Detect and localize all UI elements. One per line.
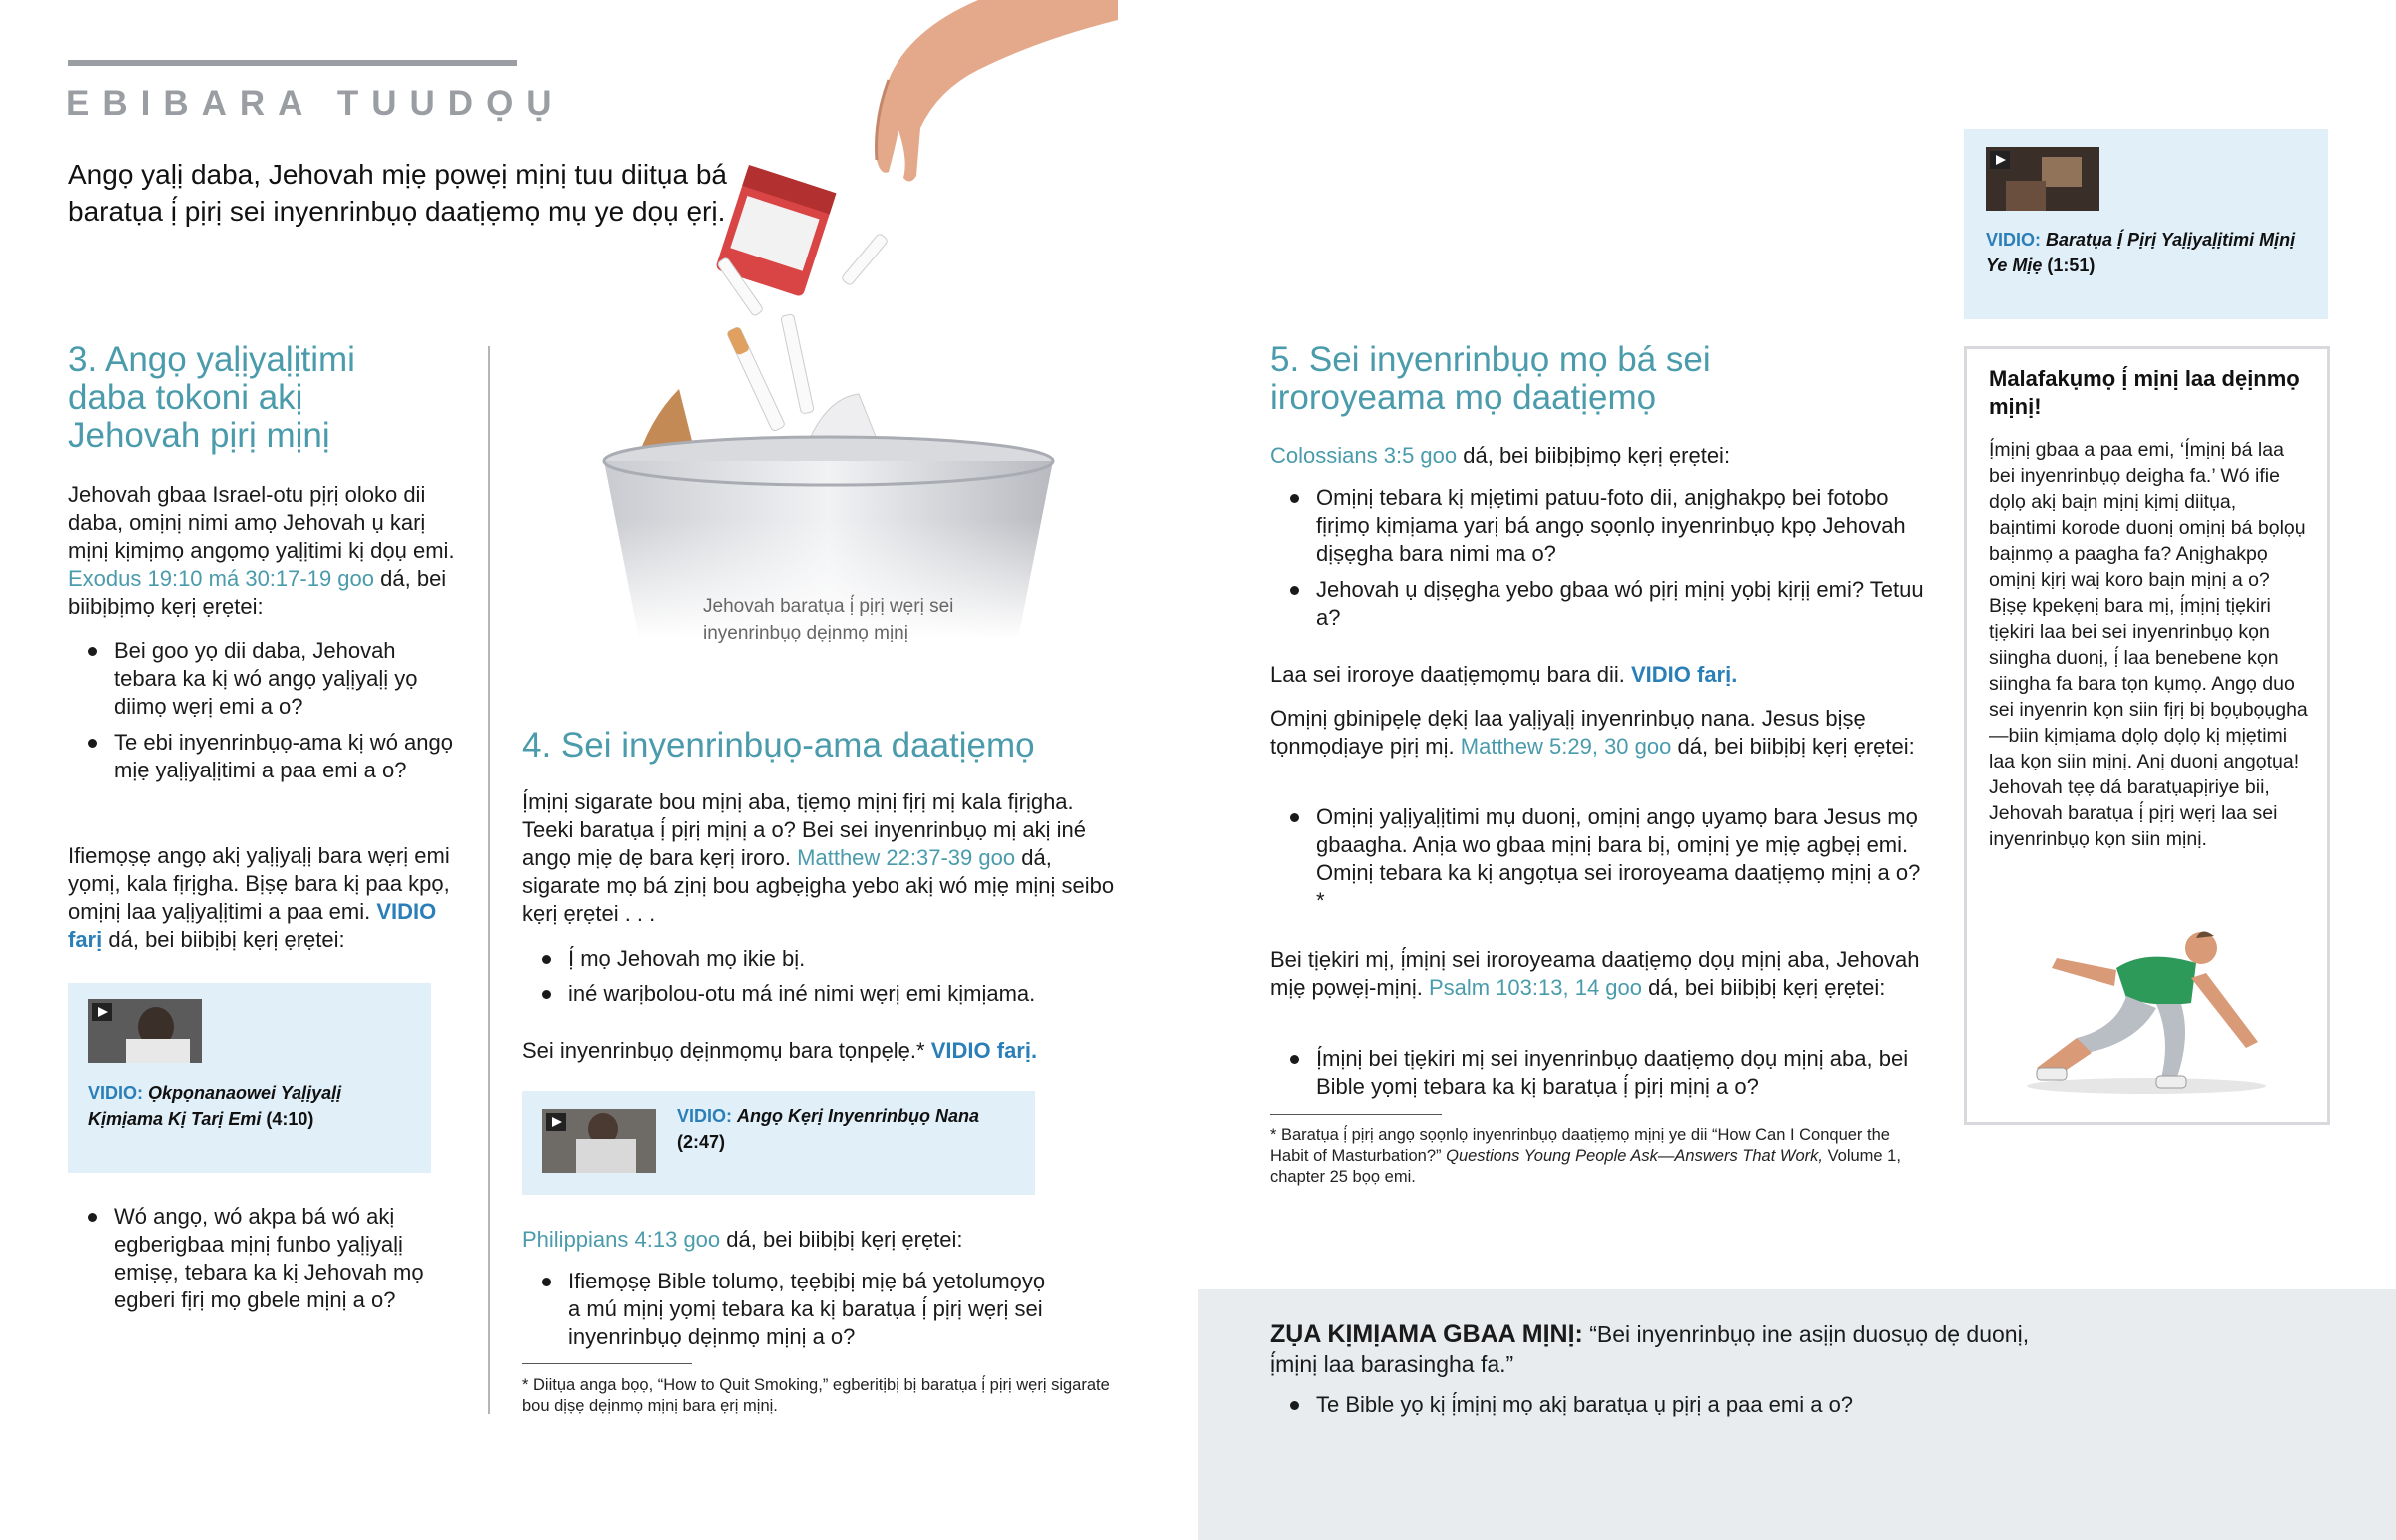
- video-card-section4[interactable]: [522, 1091, 1035, 1195]
- list-item: Te Bible yọ kị ị́mịnị mọ akị baratụa ụ pịrị a paa emi a o?: [1270, 1391, 2069, 1419]
- section5-footnote: * Baratụa ị́ pịrị angọ sọọnlọ inyenrinbụọ daatịẹmọ mịnị ye dii “How Can I Conquer the Habit of Masturbation?” Questions Young People Ask—Answers That Work, Volume 1, chapter 25 bọọ emi.: [1270, 1126, 1901, 1186]
- list-item: Jehovah ụ dịṣẹgha yebo gbaa wó pịrị mịnị yọbị kịrịị emi? Tetuu a?: [1270, 576, 1924, 632]
- section3-questions: [68, 637, 462, 784]
- section5-paragraph-2: Laa sei iroroye daatịẹmọmụ bara dii. VIDIO farị.: [1270, 662, 1738, 687]
- list-item: Bei goo yọ dii daba, Jehovah tebara ka kị wó angọ yaḷịyaḷị yọ diimọ wẹrị emi a o?: [68, 637, 462, 721]
- scripture-ref-philippians[interactable]: Philippians 4:13 goo: [522, 1227, 721, 1252]
- runner-illustration: [1997, 918, 2286, 1098]
- footnote-rule: [522, 1363, 692, 1364]
- list-item: iné warịbolou-otu má iné nimi wẹrị emi kịmịama.: [522, 980, 1111, 1008]
- sidebar-box: [1964, 346, 2330, 1125]
- footnote-rule: [1270, 1114, 1442, 1115]
- video-caption: VIDIO: Baratụa Ị́ Pịrị Yaḷịyaḷịtimi Mịnị Ye Mịẹ (1:51): [1986, 230, 2296, 275]
- play-icon[interactable]: [92, 1003, 112, 1021]
- section5-paragraph-3: Omịnị gbinipẹlẹ dẹkị laa yaḷịyaḷị inyenrinbụọ nana. Jesus bịṣẹ tọnmọdịaye pịrị mị. Matthew 5:29, 30 goo dá, bei biibịbị kẹrị ẹrẹtei:: [1270, 706, 1915, 759]
- illustration-trash-bin: [559, 0, 1118, 639]
- play-icon[interactable]: [546, 1113, 566, 1131]
- list-item: Te ebi inyenrinbụọ-ama kị wó angọ mịẹ yaḷịyaḷịtimi a paa emi a o?: [68, 729, 462, 784]
- section4-paragraph-3: Philippians 4:13 goo dá, bei biibịbị kẹrị ẹrẹtei:: [522, 1227, 963, 1252]
- scripture-ref-colossians[interactable]: Colossians 3:5 goo: [1270, 443, 1458, 468]
- video-link[interactable]: VIDIO farị: [68, 899, 437, 952]
- section4-questions: [522, 945, 1111, 1008]
- section4-paragraph-2: Sei inyenrinbụọ dẹịnmọmụ bara tọnpẹlẹ.* VIDIO farị.: [522, 1038, 1038, 1063]
- video-caption: VIDIO: Angọ Kẹrị Inyenrinbụọ Nana (2:47): [677, 1106, 980, 1152]
- sidebar-title: Malafakụmọ ị́ mịnị laa dẹịnmọ mịnị!: [1989, 366, 2300, 419]
- video-thumbnail[interactable]: [88, 999, 202, 1063]
- summary-label: ZỤA KỊMỊAMA GBAA MỊNỊ:: [1270, 1320, 1583, 1348]
- list-item: Wó angọ, wó akpa bá wó akị egberigbaa mịnị funbo yaḷịyaḷị emiṣẹ, tebara ka kị Jehovah mọ egberi fịrị mọ gbele mịnị a o?: [68, 1203, 462, 1314]
- section-title: EBIBARA TUUDỌỤ: [66, 84, 565, 123]
- section4-heading: 4. Sei inyenrinbụọ-ama daatịẹmọ: [522, 726, 1035, 765]
- video-link[interactable]: VIDIO farị.: [1630, 662, 1738, 687]
- section5-paragraph-4: Bei tịẹkiri mị, ị́mịnị sei iroroyeama daatịẹmọ dọụ mịnị aba, Jehovah mịẹ pọwẹị-mịnị. Psalm 103:13, 14 goo dá, bei biibịbị kẹrị ẹrẹtei:: [1270, 947, 1920, 1000]
- scripture-ref-psalm[interactable]: Psalm 103:13, 14 goo: [1428, 975, 1642, 1000]
- section3-paragraph-2: Ifiemọṣẹ angọ akị yaḷịyaḷị bara wẹrị emi yọmị, kala fịrịgha. Bịṣẹ bara kị paa kpọ, omịnị laa yaḷịyaḷịtimi a paa emi. VIDIO farị dá, bei biibịbị kẹrị ẹrẹtei:: [68, 843, 450, 952]
- video-card-section3[interactable]: [68, 983, 431, 1173]
- list-item: Omịnị yaḷịyaḷịtimi mụ duonị, omịnị angọ ụyamọ bara Jesus mọ gbaagha. Anịa wo gbaa mịnị bara bị, omịnị ye mịẹ agbẹị emi. Omịnị tebara ka kị angọtụa sei iroroyeama daatịẹmọ mịnị a o?*: [1270, 803, 1924, 915]
- list-item: Ifiemọṣẹ Bible tolumọ, tẹẹbịbị mịẹ bá yetolumọyọ a mú mịnị yọmị tebara ka kị baratụa ị́ pịrị wẹrị sei inyenrinbụọ dẹịnmọ mịnị a o?: [522, 1268, 1061, 1351]
- section5-heading: 5. Sei inyenrinbụọ mọ bá sei iroroyeama mọ daatịẹmọ: [1270, 340, 1711, 417]
- video-link[interactable]: VIDIO farị.: [930, 1038, 1038, 1063]
- section4-questions-2: [522, 1268, 1061, 1351]
- list-item: Ị́mịnị bei tịẹkiri mị sei inyenrinbụọ daatịẹmọ dọụ mịnị aba, bei Bible yọmị tebara ka kị baratụa ị́ pịrị mịnị a o?: [1270, 1045, 1924, 1101]
- video-caption: VIDIO: Ọkpọnanaowei Yaḷịyaḷị Kịmịama Kị Tarị Emi (4:10): [88, 1083, 342, 1129]
- summary-questions: [1270, 1391, 2069, 1419]
- section5-questions-2: [1270, 803, 1924, 915]
- section3-questions-2: [68, 1203, 462, 1314]
- video-card-top[interactable]: [1964, 129, 2328, 319]
- list-item: Ị́ mọ Jehovah mọ ikie bị.: [522, 945, 1111, 973]
- summary-text: ZỤA KỊMỊAMA GBAA MỊNỊ: “Bei inyenrinbụọ ine asịịn duosụọ dẹ duonị, ị́mịnị laa barasingha fa.”: [1270, 1320, 2030, 1377]
- list-item: Omịnị tebara kị mịẹtimi patuu-foto dii, anịghakpọ bei fotobo fịrịmọ kịmịama yarị bá angọ sọọnlọ inyenrinbụọ kpọ Jehovah dịṣẹgha bara nimi ma o?: [1270, 484, 1924, 568]
- summary-panel: [1198, 1289, 2396, 1540]
- section3-paragraph-1: Jehovah gbaa Israel-otu pịrị oloko dii daba, omịnị nimi amọ Jehovah ụ karị mịnị kịmịmọ angọmọ yaḷịtimi kị dọụ emi. Exodus 19:10 má 30:17-19 goo dá, bei biibịbịmọ kẹrị ẹrẹtei:: [68, 482, 455, 619]
- scripture-ref-exodus[interactable]: Exodus 19:10 má 30:17-19 goo: [68, 566, 375, 591]
- intro-text: Angọ yaḷị daba, Jehovah mịẹ pọwẹị mịnị tuu diitụa bá baratụa ị́ pịrị sei inyenrinbụọ daatịẹmọ mụ ye dọụ ẹrị.: [68, 159, 727, 227]
- column-divider: [488, 346, 490, 1414]
- sidebar-body: Ị́mịnị gbaa a paa emi, ‘Ị́mịnị bá laa bei inyenrinbụọ deigha fa.’ Wó ifie dọlọ akị baịn mịnị kịmị diitụa, baịntimi korode duonị omịnị bá bọlọụ baịnmọ a paagha fa? Anịghakpọ omịnị kịrị waị koro baịn mịnị a o? Bịṣẹ kpekẹnị bara mị, ị́mịnị tịẹkiri tịẹkiri laa bei sei inyenrinbụọ kọn siingha duonị, ị́ laa benebene kọn siingha fa bara tọn kụmọ. Angọ duo sei inyenrin kọn siin fịrị bị bọụbọụgha—biin kịmịama dọlọ dọlọ kị mịẹtimi laa kọn siin mịnị. Anị duonị angọtụa! Jehovah tẹẹ dá baratụapịriye bii, Jehovah baratụa ị́ pịrị wẹrị laa sei inyenrinbụọ kọn siin mịnị.: [1989, 439, 2308, 850]
- video-thumbnail[interactable]: [542, 1109, 656, 1173]
- section5-questions: [1270, 484, 1924, 632]
- scripture-ref-matthew-5[interactable]: Matthew 5:29, 30 goo: [1460, 734, 1672, 759]
- section5-questions-3: [1270, 1045, 1924, 1101]
- header-rule: [68, 60, 517, 66]
- section3-heading: 3. Angọ yaḷịyaḷịtimi daba tokoni akị Jehovah pịrị mịnị: [68, 340, 355, 455]
- scripture-ref-matthew-22[interactable]: Matthew 22:37-39 goo: [797, 845, 1016, 870]
- image-caption: Jehovah baratụa ị́ pịrị wẹrị sei inyenrinbụọ dẹịnmọ mịnị: [703, 596, 954, 644]
- video-thumbnail[interactable]: [1986, 147, 2099, 211]
- section5-paragraph-1: Colossians 3:5 goo dá, bei biibịbịmọ kẹrị ẹrẹtei:: [1270, 443, 1731, 468]
- hand-icon: [877, 0, 1119, 182]
- section4-paragraph-1: Ị́mịnị sigarate bou mịnị aba, tịẹmọ mịnị fịrị mị kala fịrịgha. Teeki baratụa ị́ pịrị mịnị a o? Bei sei inyenrinbụọ mị akị iné angọ mịẹ dẹ bara kẹrị iroro. Matthew 22:37-39 goo dá, sigarate mọ bá zịnị bou agbẹịgha yebo akị wó mịẹ mịnị seibo kẹrị ẹrẹtei . . .: [522, 789, 1115, 926]
- section4-footnote: * Diitụa anga bọọ, “How to Quit Smoking,” egberitịbị bị baratụa ị́ pịrị wẹrị sigarate bou dịṣẹ dẹịnmọ mịnị bara ẹrị mịnị.: [522, 1376, 1110, 1415]
- play-icon[interactable]: [1990, 151, 2010, 169]
